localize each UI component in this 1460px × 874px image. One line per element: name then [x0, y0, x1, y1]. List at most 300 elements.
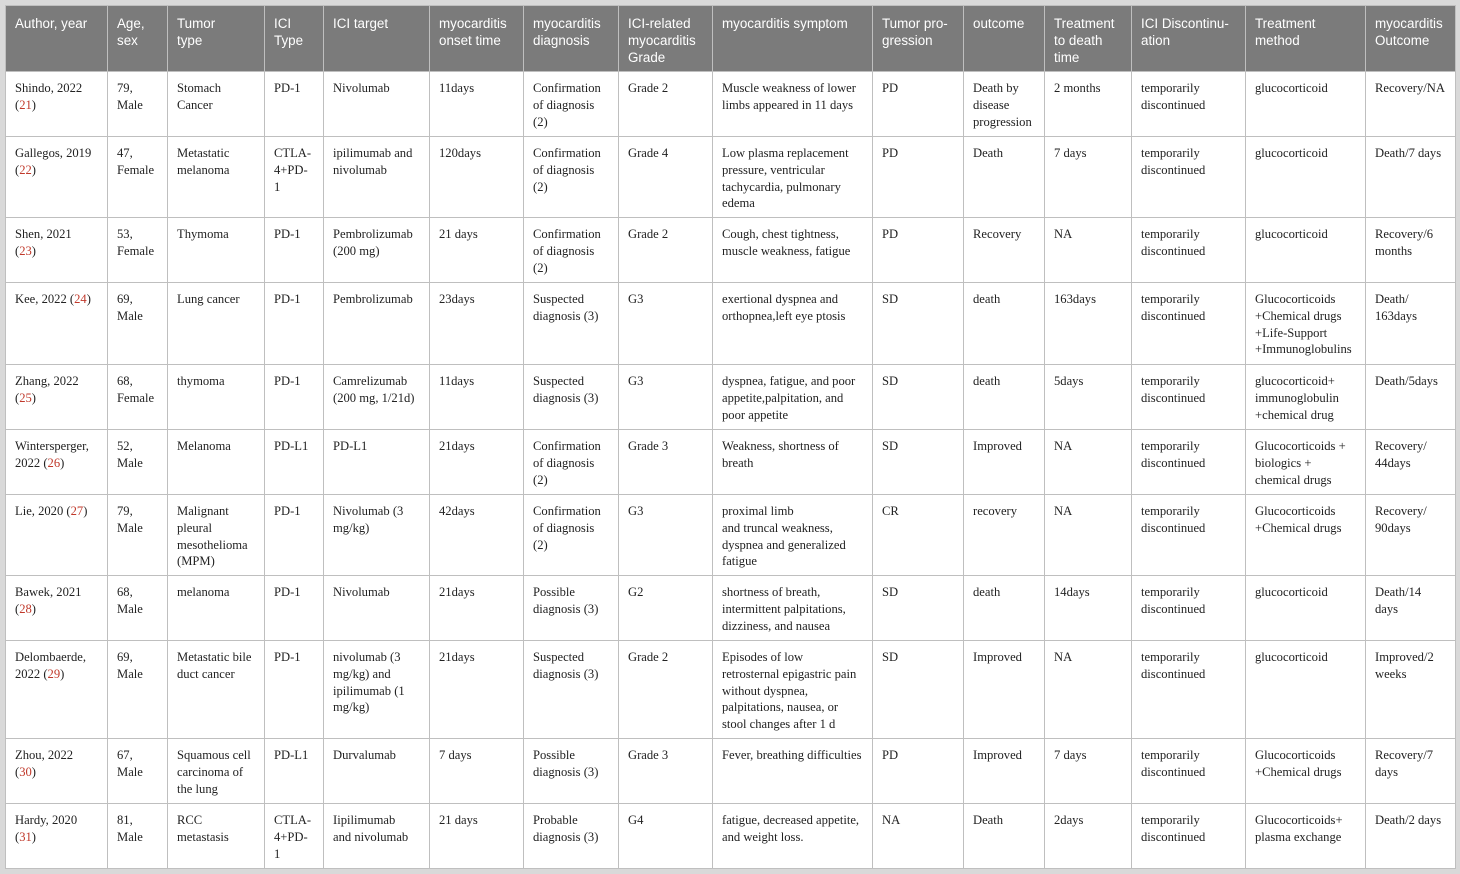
- cell-line: discontinued: [1141, 308, 1206, 323]
- header-ici-related-myocarditis-grade: [619, 6, 713, 72]
- cell-outcome: [964, 804, 1045, 869]
- cell-line: Iipilimumab: [333, 813, 396, 827]
- cell-line: (MPM): [177, 554, 215, 569]
- cell-line: 21days: [439, 439, 475, 453]
- cell-line: tachycardia, pulmonary: [722, 179, 841, 194]
- cell-line: proximal limb: [722, 504, 794, 518]
- cell-tumor-progression: [873, 72, 964, 137]
- header-author-year: [6, 6, 108, 72]
- table-header: [6, 6, 1456, 72]
- cell-line: Stomach: [177, 81, 222, 95]
- cell-outcome: [964, 365, 1045, 430]
- cell-ici-related-myocarditis-grade: [619, 365, 713, 430]
- cell-line: carcinoma of: [177, 764, 244, 779]
- cell-line: Male: [117, 601, 143, 616]
- cell-line: Improved: [973, 439, 1022, 453]
- cell-line: myocarditis: [533, 16, 601, 31]
- cell-tumor-type: [168, 72, 265, 137]
- cell-treatment-to-death-time: [1045, 365, 1132, 430]
- cell-line: ipilimumab (1: [333, 683, 405, 698]
- cell-tumor-progression: [873, 365, 964, 430]
- cell-line: Death by: [973, 81, 1019, 95]
- cell-line: SD: [882, 585, 899, 599]
- cell-line: ICI Discontinu-: [1141, 16, 1229, 31]
- cell-line: nivolumab (3: [333, 650, 401, 664]
- cell-ici-target: [324, 365, 430, 430]
- cell-line: of diagnosis: [533, 243, 595, 258]
- cell-line: Lung cancer: [177, 292, 240, 306]
- cell-myocarditis-diagnosis: [524, 641, 619, 739]
- cell-ici-discontinuation: [1132, 283, 1246, 365]
- cell-line: 7 days: [1054, 146, 1087, 160]
- cell-line: temporarily: [1141, 748, 1200, 762]
- cell-line: 21 days: [439, 227, 478, 241]
- cell-myocarditis-symptom: [713, 739, 873, 804]
- cell-line: SD: [882, 374, 899, 388]
- cell-treatment-to-death-time: [1045, 804, 1132, 869]
- cell-ici-discontinuation: [1132, 495, 1246, 576]
- table-row: [6, 72, 1456, 137]
- cell-ici-related-myocarditis-grade: [619, 218, 713, 283]
- cell-line: [15, 601, 98, 618]
- cell-line: death: [973, 585, 1001, 599]
- cell-line: Cancer: [177, 97, 213, 112]
- reference-link[interactable]: 28: [19, 601, 32, 616]
- cell-myocarditis-onset-time: [430, 365, 524, 430]
- header-treatment-to-death-time: [1045, 6, 1132, 72]
- cell-line: glucocorticoid: [1255, 585, 1328, 599]
- cell-myocarditis-outcome: [1366, 430, 1456, 495]
- cell-line: Recovery: [973, 227, 1022, 241]
- cell-ici-related-myocarditis-grade: [619, 283, 713, 365]
- cell-line: 68,: [117, 585, 133, 599]
- reference-link[interactable]: 21: [19, 97, 32, 112]
- cell-line: Glucocorticoids+: [1255, 813, 1343, 827]
- cell-line: orthopnea,left eye ptosis: [722, 308, 846, 323]
- cell-line: disease: [973, 97, 1010, 112]
- cell-myocarditis-diagnosis: [524, 495, 619, 576]
- cell-line: death: [973, 374, 1001, 388]
- cell-author-year: [6, 576, 108, 641]
- header-row: [6, 6, 1456, 72]
- cell-line: glucocorticoid: [1255, 146, 1328, 160]
- cell-line: temporarily: [1141, 81, 1200, 95]
- author-text: Gallegos, 2019: [15, 146, 92, 160]
- cell-line: 11days: [439, 374, 475, 388]
- cell-line: ICI-related: [628, 16, 691, 31]
- cell-line: temporarily: [1141, 504, 1200, 518]
- close-paren: ): [31, 97, 36, 112]
- cell-line: discontinued: [1141, 601, 1206, 616]
- cell-line: Recovery/6: [1375, 227, 1434, 241]
- cell-line: PD-1: [274, 227, 301, 241]
- cell-line: PD-L1: [274, 748, 309, 762]
- author-text: (: [15, 162, 20, 177]
- header-tumor-type: [168, 6, 265, 72]
- cell-line: Death: [973, 813, 1004, 827]
- cell-myocarditis-outcome: [1366, 641, 1456, 739]
- cell-line: mesothelioma: [177, 537, 248, 552]
- cell-line: Death: [973, 146, 1004, 160]
- cell-ici-related-myocarditis-grade: [619, 430, 713, 495]
- header-myocarditis-onset-time: [430, 6, 524, 72]
- cell-line: of diagnosis: [533, 162, 595, 177]
- cell-treatment-to-death-time: [1045, 430, 1132, 495]
- cell-author-year: [6, 283, 108, 365]
- cell-treatment-to-death-time: [1045, 641, 1132, 739]
- cell-line: intermittent palpitations,: [722, 601, 846, 616]
- cell-line: PD-1: [274, 81, 301, 95]
- cell-line: Melanoma: [177, 439, 231, 453]
- cell-line: glucocorticoid: [1255, 650, 1328, 664]
- cell-line: +Chemical drugs: [1255, 308, 1342, 323]
- cell-ici-type: [265, 283, 324, 365]
- cell-tumor-type: [168, 137, 265, 218]
- cell-line: Metastatic bile: [177, 650, 252, 664]
- cell-line: [15, 584, 98, 601]
- cell-line: Tumor pro-: [882, 16, 948, 31]
- cell-line: Improved: [973, 748, 1022, 762]
- cell-line: Death/: [1375, 292, 1409, 306]
- reference-link[interactable]: 30: [19, 764, 32, 779]
- header-outcome: [964, 6, 1045, 72]
- cell-myocarditis-onset-time: [430, 495, 524, 576]
- cell-line: temporarily: [1141, 374, 1200, 388]
- cell-line: 23days: [439, 292, 475, 306]
- cell-myocarditis-symptom: [713, 137, 873, 218]
- cell-line: PD-1: [274, 374, 301, 388]
- cell-myocarditis-symptom: [713, 641, 873, 739]
- cell-line: myocarditis: [439, 16, 507, 31]
- cell-line: myocarditis symptom: [722, 16, 848, 31]
- cell-line: Improved/2: [1375, 650, 1434, 664]
- cell-line: diagnosis (3): [533, 764, 599, 779]
- cell-line: discontinued: [1141, 390, 1206, 405]
- cell-line: discontinued: [1141, 666, 1206, 681]
- cell-line: days: [1375, 764, 1399, 779]
- reference-link[interactable]: 27: [70, 504, 84, 518]
- author-text: 2022 (: [15, 666, 48, 681]
- cell-line: SD: [882, 650, 899, 664]
- cell-line: Confirmation: [533, 227, 601, 241]
- cell-line: Grade: [628, 50, 666, 65]
- cell-line: recovery: [973, 504, 1018, 518]
- cell-line: CR: [882, 504, 899, 518]
- cell-line: 69,: [117, 292, 133, 306]
- cell-treatment-method: [1246, 218, 1366, 283]
- cell-myocarditis-onset-time: [430, 739, 524, 804]
- cell-tumor-progression: [873, 430, 964, 495]
- cell-line: [15, 162, 98, 179]
- cell-line: 21 days: [439, 813, 478, 827]
- header-ici-discontinuation: [1132, 6, 1246, 72]
- cell-line: G2: [628, 585, 644, 599]
- myocarditis-case-table: [5, 5, 1456, 869]
- cell-outcome: [964, 137, 1045, 218]
- cell-tumor-type: [168, 218, 265, 283]
- cell-line: PD: [882, 748, 899, 762]
- close-paren: ): [60, 666, 65, 681]
- cell-ici-related-myocarditis-grade: [619, 137, 713, 218]
- reference-link[interactable]: 26: [47, 455, 61, 470]
- table-body: [6, 72, 1456, 869]
- cell-line: G3: [628, 374, 644, 388]
- cell-author-year: [6, 72, 108, 137]
- cell-line: PD-L1: [333, 439, 368, 453]
- cell-ici-type: [265, 641, 324, 739]
- cell-line: Tumor: [177, 16, 216, 31]
- cell-line: Male: [117, 308, 143, 323]
- cell-line: 5days: [1054, 374, 1084, 388]
- cell-line: melanoma: [177, 162, 230, 177]
- cell-ici-type: [265, 495, 324, 576]
- cell-tumor-type: [168, 283, 265, 365]
- cell-ici-type: [265, 804, 324, 869]
- cell-myocarditis-onset-time: [430, 283, 524, 365]
- cell-myocarditis-diagnosis: [524, 804, 619, 869]
- cell-line: immunoglobulin: [1255, 390, 1339, 405]
- cell-line: Confirmation: [533, 439, 601, 453]
- cell-line: (2): [533, 179, 548, 194]
- cell-line: [15, 291, 98, 308]
- header-treatment-method: [1246, 6, 1366, 72]
- cell-line: Suspected: [533, 374, 585, 388]
- cell-tumor-progression: [873, 641, 964, 739]
- cell-line: [15, 649, 98, 666]
- cell-line: discontinued: [1141, 162, 1206, 177]
- cell-line: mg/kg): [333, 520, 370, 535]
- cell-myocarditis-outcome: [1366, 137, 1456, 218]
- cell-myocarditis-outcome: [1366, 576, 1456, 641]
- table-row: [6, 283, 1456, 365]
- cell-line: RCC: [177, 813, 203, 827]
- cell-line: Male: [117, 455, 143, 470]
- cell-line: Confirmation: [533, 504, 601, 518]
- cell-myocarditis-outcome: [1366, 495, 1456, 576]
- cell-line: diagnosis: [533, 33, 590, 48]
- cell-line: diagnosis (3): [533, 390, 599, 405]
- cell-line: 11days: [439, 81, 475, 95]
- cell-ici-related-myocarditis-grade: [619, 739, 713, 804]
- cell-line: Episodes of low: [722, 650, 804, 664]
- cell-author-year: [6, 804, 108, 869]
- cell-treatment-method: [1246, 72, 1366, 137]
- reference-link[interactable]: 24: [74, 292, 87, 306]
- cell-myocarditis-onset-time: [430, 804, 524, 869]
- cell-myocarditis-symptom: [713, 72, 873, 137]
- author-text: (: [15, 97, 20, 112]
- cell-line: of diagnosis: [533, 455, 595, 470]
- cell-line: Death/2 days: [1375, 813, 1442, 827]
- cell-ici-target: [324, 739, 430, 804]
- cell-line: palpitations, nausea, or: [722, 700, 839, 715]
- cell-line: temporarily: [1141, 585, 1200, 599]
- cell-line: Male: [117, 520, 143, 535]
- cell-myocarditis-symptom: [713, 365, 873, 430]
- cell-line: 53,: [117, 227, 133, 241]
- cell-tumor-progression: [873, 739, 964, 804]
- cell-line: 2days: [1054, 813, 1084, 827]
- cell-line: 69,: [117, 650, 133, 664]
- cell-ici-target: [324, 218, 430, 283]
- reference-link[interactable]: 25: [19, 390, 32, 405]
- cell-line: 4+PD-: [274, 162, 308, 177]
- cell-line: Nivolumab: [333, 81, 390, 95]
- cell-line: G3: [628, 504, 644, 518]
- cell-line: NA: [1054, 439, 1073, 453]
- cell-ici-target: [324, 137, 430, 218]
- cell-line: 47,: [117, 146, 133, 160]
- cell-outcome: [964, 283, 1045, 365]
- cell-line: ICI: [274, 16, 292, 31]
- cell-line: ation: [1141, 33, 1171, 48]
- cell-line: NA: [1054, 650, 1073, 664]
- cell-line: Pembrolizumab: [333, 227, 413, 241]
- cell-line: Male: [117, 97, 143, 112]
- cell-line: Death/7 days: [1375, 146, 1442, 160]
- cell-line: Glucocorticoids: [1255, 748, 1336, 762]
- cell-line: ICI target: [333, 16, 389, 31]
- cell-ici-target: [324, 641, 430, 739]
- cell-age-sex: [108, 137, 168, 218]
- cell-ici-target: [324, 576, 430, 641]
- cell-treatment-to-death-time: [1045, 137, 1132, 218]
- cell-tumor-progression: [873, 495, 964, 576]
- cell-line: diagnosis (3): [533, 308, 599, 323]
- cell-treatment-method: [1246, 576, 1366, 641]
- cell-myocarditis-onset-time: [430, 218, 524, 283]
- cell-tumor-type: [168, 365, 265, 430]
- cell-tumor-type: [168, 739, 265, 804]
- cell-line: Fever, breathing difficulties: [722, 748, 862, 762]
- cell-line: fatigue: [722, 554, 757, 569]
- cell-line: [15, 503, 98, 520]
- cell-outcome: [964, 576, 1045, 641]
- cell-line: 79,: [117, 504, 133, 518]
- cell-line: (2): [533, 114, 548, 129]
- table-row: [6, 576, 1456, 641]
- cell-line: temporarily: [1141, 439, 1200, 453]
- header-myocarditis-symptom: [713, 6, 873, 72]
- cell-treatment-method: [1246, 430, 1366, 495]
- cell-line: PD-1: [274, 650, 301, 664]
- cell-tumor-type: [168, 430, 265, 495]
- cell-line: Grade 3: [628, 748, 669, 762]
- cell-line: CTLA-: [274, 813, 312, 827]
- cell-ici-discontinuation: [1132, 641, 1246, 739]
- reference-link[interactable]: 31: [19, 829, 32, 844]
- header-myocarditis-outcome: [1366, 6, 1456, 72]
- cell-line: 79,: [117, 81, 133, 95]
- cell-line: Treatment: [1054, 16, 1115, 31]
- table-row: [6, 218, 1456, 283]
- cell-myocarditis-symptom: [713, 576, 873, 641]
- reference-link[interactable]: 22: [19, 162, 32, 177]
- cell-ici-type: [265, 365, 324, 430]
- cell-line: Male: [117, 829, 143, 844]
- cell-myocarditis-diagnosis: [524, 283, 619, 365]
- cell-ici-discontinuation: [1132, 137, 1246, 218]
- cell-line: PD-1: [274, 585, 301, 599]
- author-text: Zhang, 2022: [15, 374, 79, 388]
- cell-line: Death/14: [1375, 585, 1422, 599]
- cell-author-year: [6, 430, 108, 495]
- cell-line: 7 days: [1054, 748, 1087, 762]
- cell-line: [15, 390, 98, 407]
- cell-tumor-type: [168, 804, 265, 869]
- cell-ici-target: [324, 283, 430, 365]
- cell-line: 21days: [439, 585, 475, 599]
- cell-line: 1: [274, 846, 281, 861]
- table-container: [5, 5, 1455, 869]
- cell-treatment-method: [1246, 641, 1366, 739]
- cell-author-year: [6, 218, 108, 283]
- cell-line: Female: [117, 162, 155, 177]
- cell-line: +Immunoglobulins: [1255, 342, 1352, 357]
- header-age-sex: [108, 6, 168, 72]
- cell-line: Thymoma: [177, 227, 229, 241]
- cell-line: [15, 243, 98, 260]
- cell-line: dizziness, and nausea: [722, 618, 831, 633]
- cell-treatment-method: [1246, 495, 1366, 576]
- cell-line: NA: [1054, 227, 1073, 241]
- cell-line: diagnosis (3): [533, 666, 599, 681]
- cell-line: Glucocorticoids: [1255, 504, 1336, 518]
- cell-treatment-to-death-time: [1045, 739, 1132, 804]
- cell-line: and weight loss.: [722, 829, 804, 844]
- author-text: Bawek, 2021: [15, 585, 82, 599]
- cell-line: gression: [882, 33, 933, 48]
- cell-myocarditis-outcome: [1366, 283, 1456, 365]
- author-text: (: [15, 829, 20, 844]
- cell-line: Age,: [117, 16, 145, 31]
- cell-line: myocarditis: [1375, 16, 1443, 31]
- cell-myocarditis-diagnosis: [524, 365, 619, 430]
- cell-line: shortness of breath,: [722, 585, 821, 599]
- cell-line: duct cancer: [177, 666, 235, 681]
- cell-line: days: [1375, 601, 1399, 616]
- cell-myocarditis-diagnosis: [524, 137, 619, 218]
- reference-link[interactable]: 23: [19, 243, 32, 258]
- cell-line: [15, 97, 98, 114]
- author-text: Delombaerde,: [15, 650, 86, 664]
- cell-line: CTLA-: [274, 146, 312, 160]
- cell-line: G3: [628, 292, 644, 306]
- cell-line: glucocorticoid+: [1255, 374, 1335, 388]
- author-text: Shen, 2021: [15, 227, 72, 241]
- cell-ici-discontinuation: [1132, 218, 1246, 283]
- cell-myocarditis-symptom: [713, 283, 873, 365]
- cell-line: [15, 226, 98, 243]
- author-text: (: [15, 764, 20, 779]
- cell-outcome: [964, 495, 1045, 576]
- cell-ici-discontinuation: [1132, 576, 1246, 641]
- cell-line: 14days: [1054, 585, 1090, 599]
- cell-age-sex: [108, 283, 168, 365]
- reference-link[interactable]: 29: [47, 666, 61, 681]
- cell-tumor-progression: [873, 576, 964, 641]
- cell-myocarditis-symptom: [713, 804, 873, 869]
- cell-line: [15, 373, 98, 390]
- author-text: Hardy, 2020: [15, 813, 78, 827]
- cell-age-sex: [108, 430, 168, 495]
- cell-line: Author, year: [15, 16, 88, 31]
- cell-line: 4+PD-: [274, 829, 308, 844]
- table-row: [6, 641, 1456, 739]
- cell-line: Outcome: [1375, 33, 1430, 48]
- cell-myocarditis-onset-time: [430, 137, 524, 218]
- cell-line: Grade 2: [628, 81, 669, 95]
